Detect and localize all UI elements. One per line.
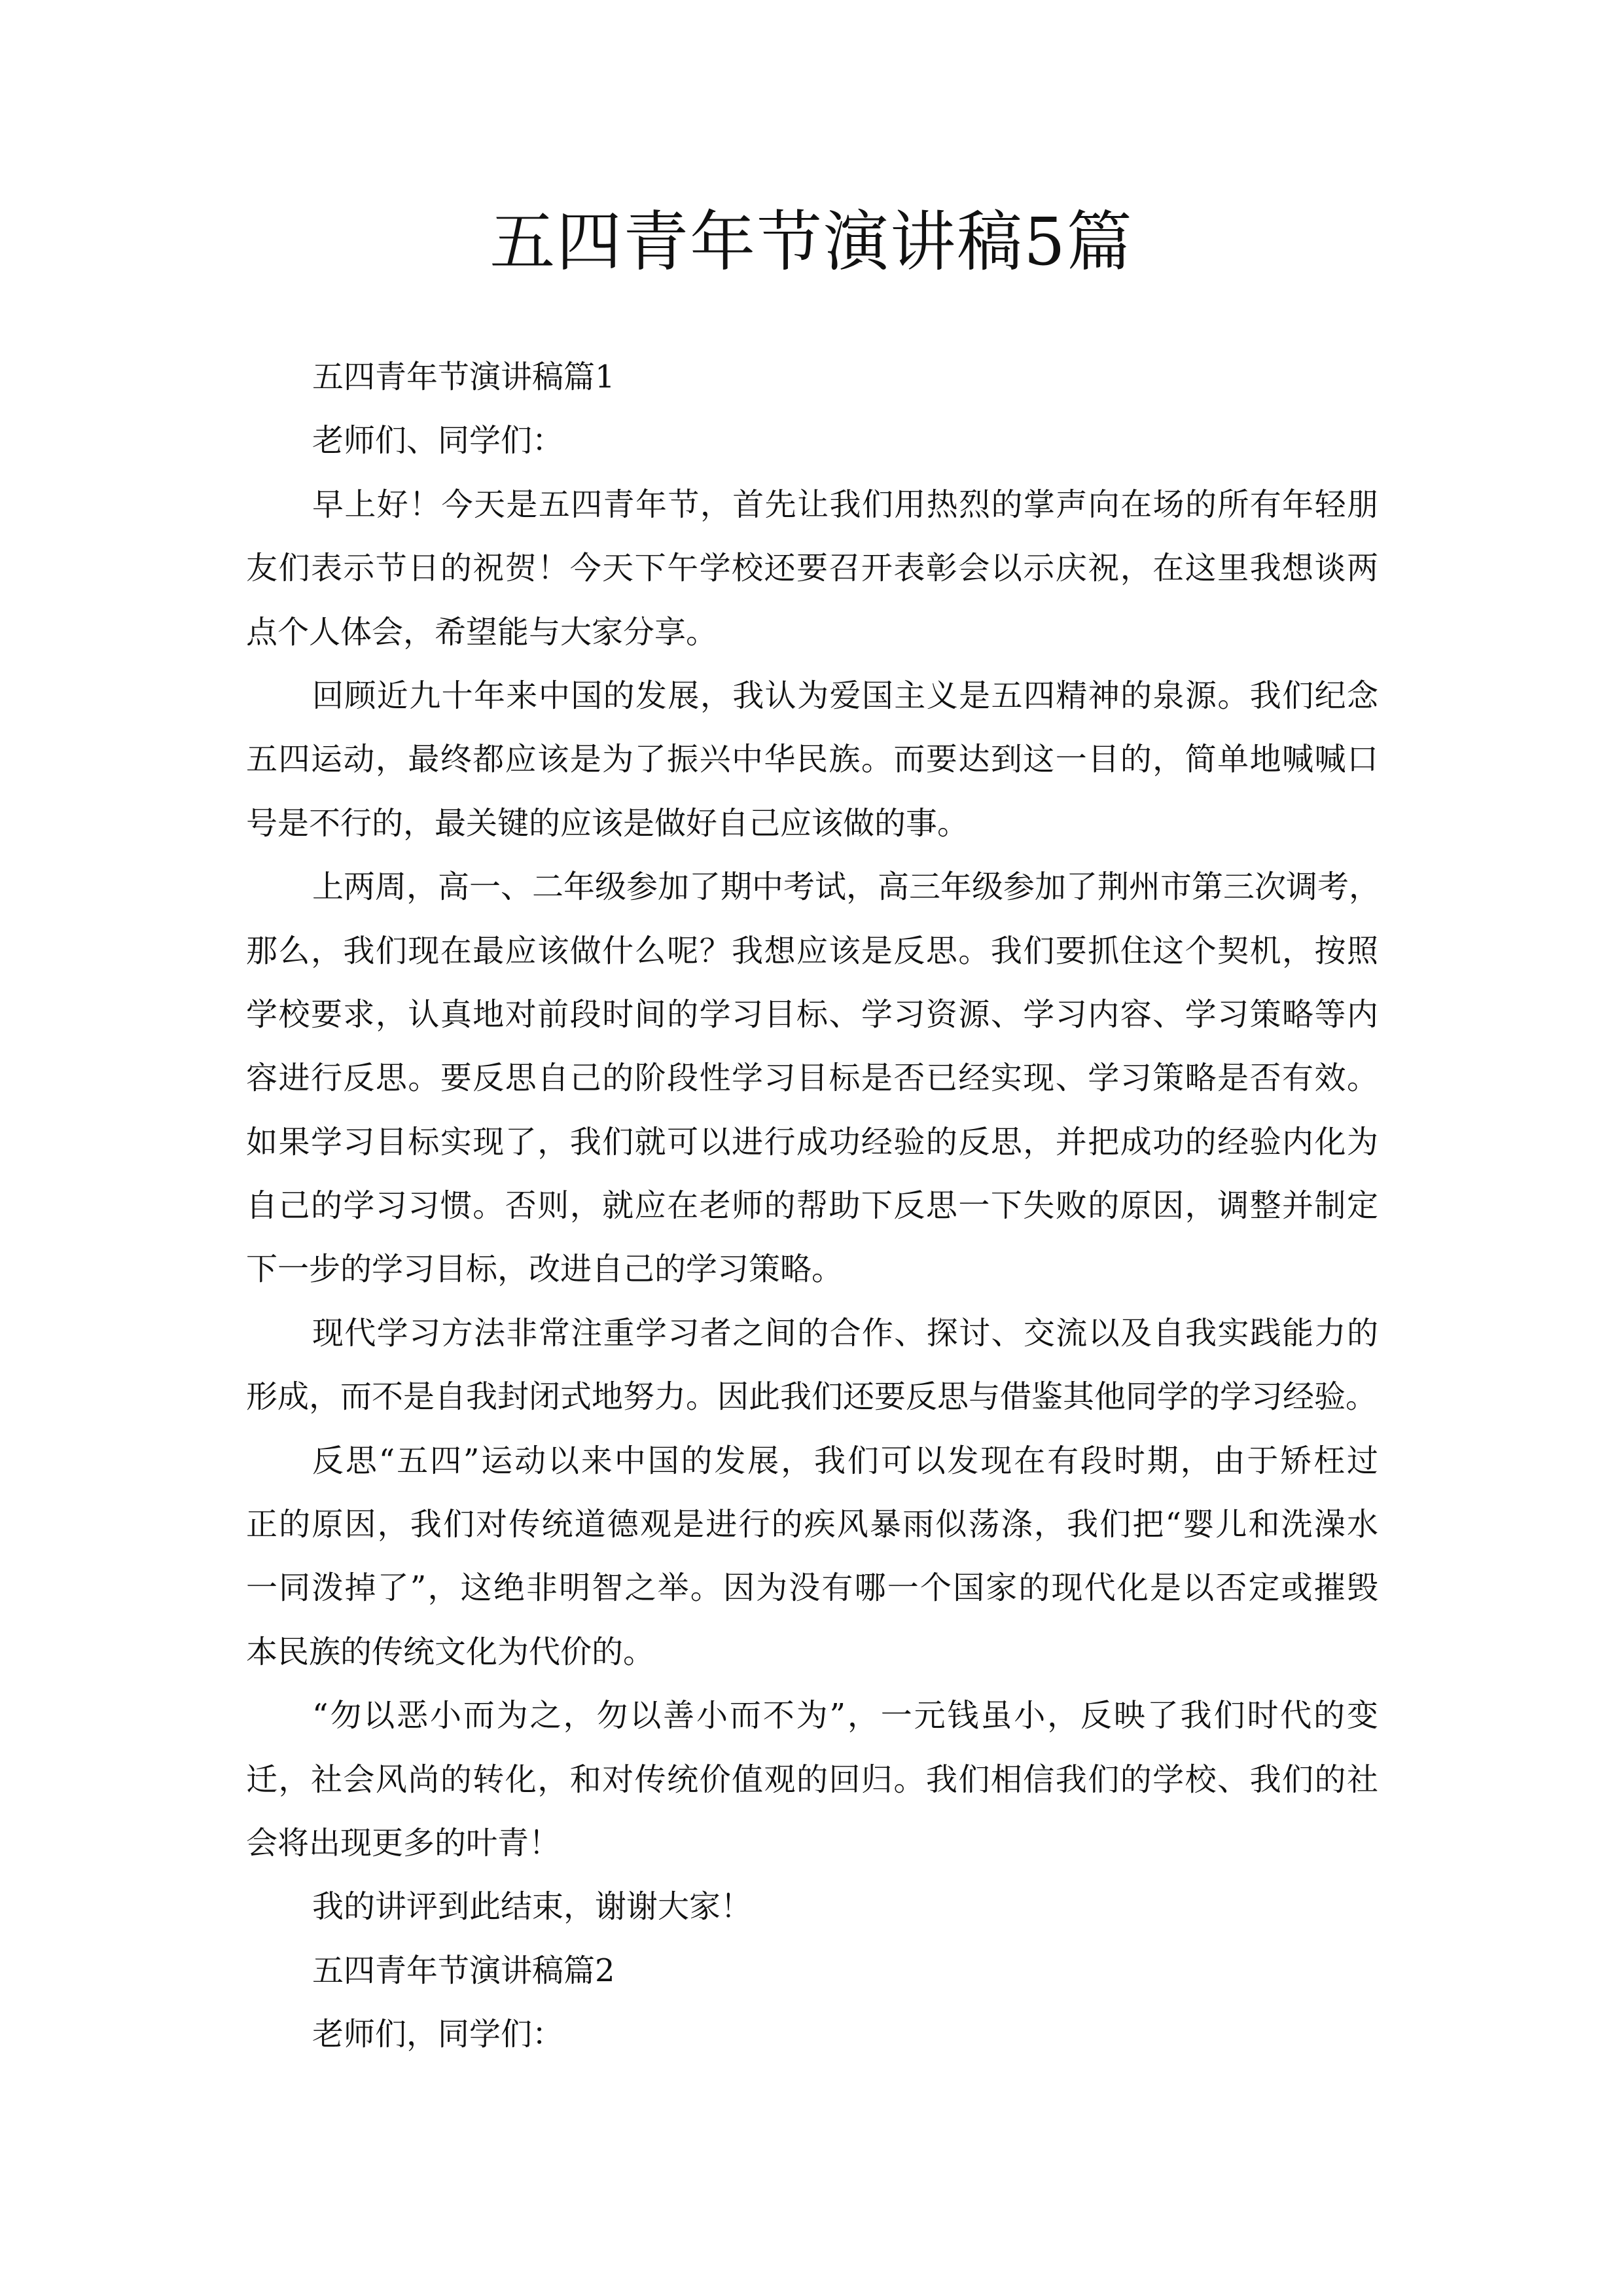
text-line: 五四青年节演讲稿篇1 <box>312 359 615 395</box>
paragraph <box>246 1429 1378 1685</box>
paragraph <box>246 664 1378 855</box>
text-line: 学校要求，认真地对前段时间的学习目标、学习资源、学习内容、学习策略等内 <box>246 996 1378 1033</box>
text-line: 五四运动，最终都应该是为了振兴中华民族。而要达到这一目的，简单地喊喊口 <box>246 741 1378 778</box>
text-line: 迁，社会风尚的转化，和对传统价值观的回归。我们相信我们的学校、我们的社 <box>246 1761 1378 1798</box>
paragraph <box>246 2003 1378 2066</box>
text-line: 老师们、同学们： <box>312 422 564 459</box>
text-line: 如果学习目标实现了，我们就可以进行成功经验的反思，并把成功的经验内化为 <box>246 1123 1378 1160</box>
document-body <box>246 346 1381 2067</box>
document-title: 五四青年节演讲稿5篇 <box>490 204 1133 280</box>
paragraph <box>246 1875 1378 1939</box>
text-line: 会将出现更多的叶青！ <box>246 1824 561 1861</box>
text-line: 点个人体会，希望能与大家分享。 <box>246 613 718 651</box>
text-line: 本民族的传统文化为代价的。 <box>246 1633 655 1670</box>
text-line: 反思“五四”运动以来中国的发展，我们可以发现在有段时期，由于矫枉过 <box>312 1442 1378 1479</box>
text-line: 上两周，高一、二年级参加了期中考试，高三年级参加了荆州市第三次调考， <box>312 869 1381 906</box>
text-line: 一同泼掉了”，这绝非明智之举。因为没有哪一个国家的现代化是以否定或摧毁 <box>246 1570 1378 1607</box>
text-line: 容进行反思。要反思自己的阶段性学习目标是否已经实现、学习策略是否有效。 <box>246 1060 1378 1097</box>
text-line: 正的原因，我们对传统道德观是进行的疾风暴雨似荡涤，我们把“婴儿和洗澡水 <box>246 1506 1378 1543</box>
text-line: 现代学习方法非常注重学习者之间的合作、探讨、交流以及自我实践能力的 <box>312 1314 1378 1352</box>
paragraph <box>246 855 1381 1302</box>
paragraph <box>246 346 1378 409</box>
text-line: 号是不行的，最关键的应该是做好自己应该做的事。 <box>246 804 969 842</box>
text-line: 老师们，同学们： <box>312 2016 564 2053</box>
text-line: 早上好！今天是五四青年节，首先让我们用热烈的掌声向在场的所有年轻朋 <box>312 486 1378 523</box>
text-line: 形成，而不是自我封闭式地努力。因此我们还要反思与借鉴其他同学的学习经验。 <box>246 1378 1378 1416</box>
paragraph <box>246 1302 1378 1429</box>
text-line: 友们表示节日的祝贺！今天下午学校还要召开表彰会以示庆祝，在这里我想谈两 <box>246 550 1378 587</box>
paragraph <box>246 1939 1378 2003</box>
text-line: 那么，我们现在最应该做什么呢？我想应该是反思。我们要抓住这个契机，按照 <box>246 932 1378 969</box>
paragraph <box>246 1684 1378 1875</box>
text-line: 五四青年节演讲稿篇2 <box>312 1952 615 1989</box>
text-line: “勿以恶小而为之，勿以善小而不为”，一元钱虽小，反映了我们时代的变 <box>312 1697 1378 1734</box>
text-line: 我的讲评到此结束，谢谢大家！ <box>312 1888 753 1926</box>
paragraph <box>246 409 1378 473</box>
paragraph <box>246 473 1378 664</box>
text-line: 下一步的学习目标，改进自己的学习策略。 <box>246 1251 844 1288</box>
text-line: 自己的学习习惯。否则，就应在老师的帮助下反思一下失败的原因，调整并制定 <box>246 1187 1378 1225</box>
text-line: 回顾近九十年来中国的发展，我认为爱国主义是五四精神的泉源。我们纪念 <box>312 677 1378 714</box>
